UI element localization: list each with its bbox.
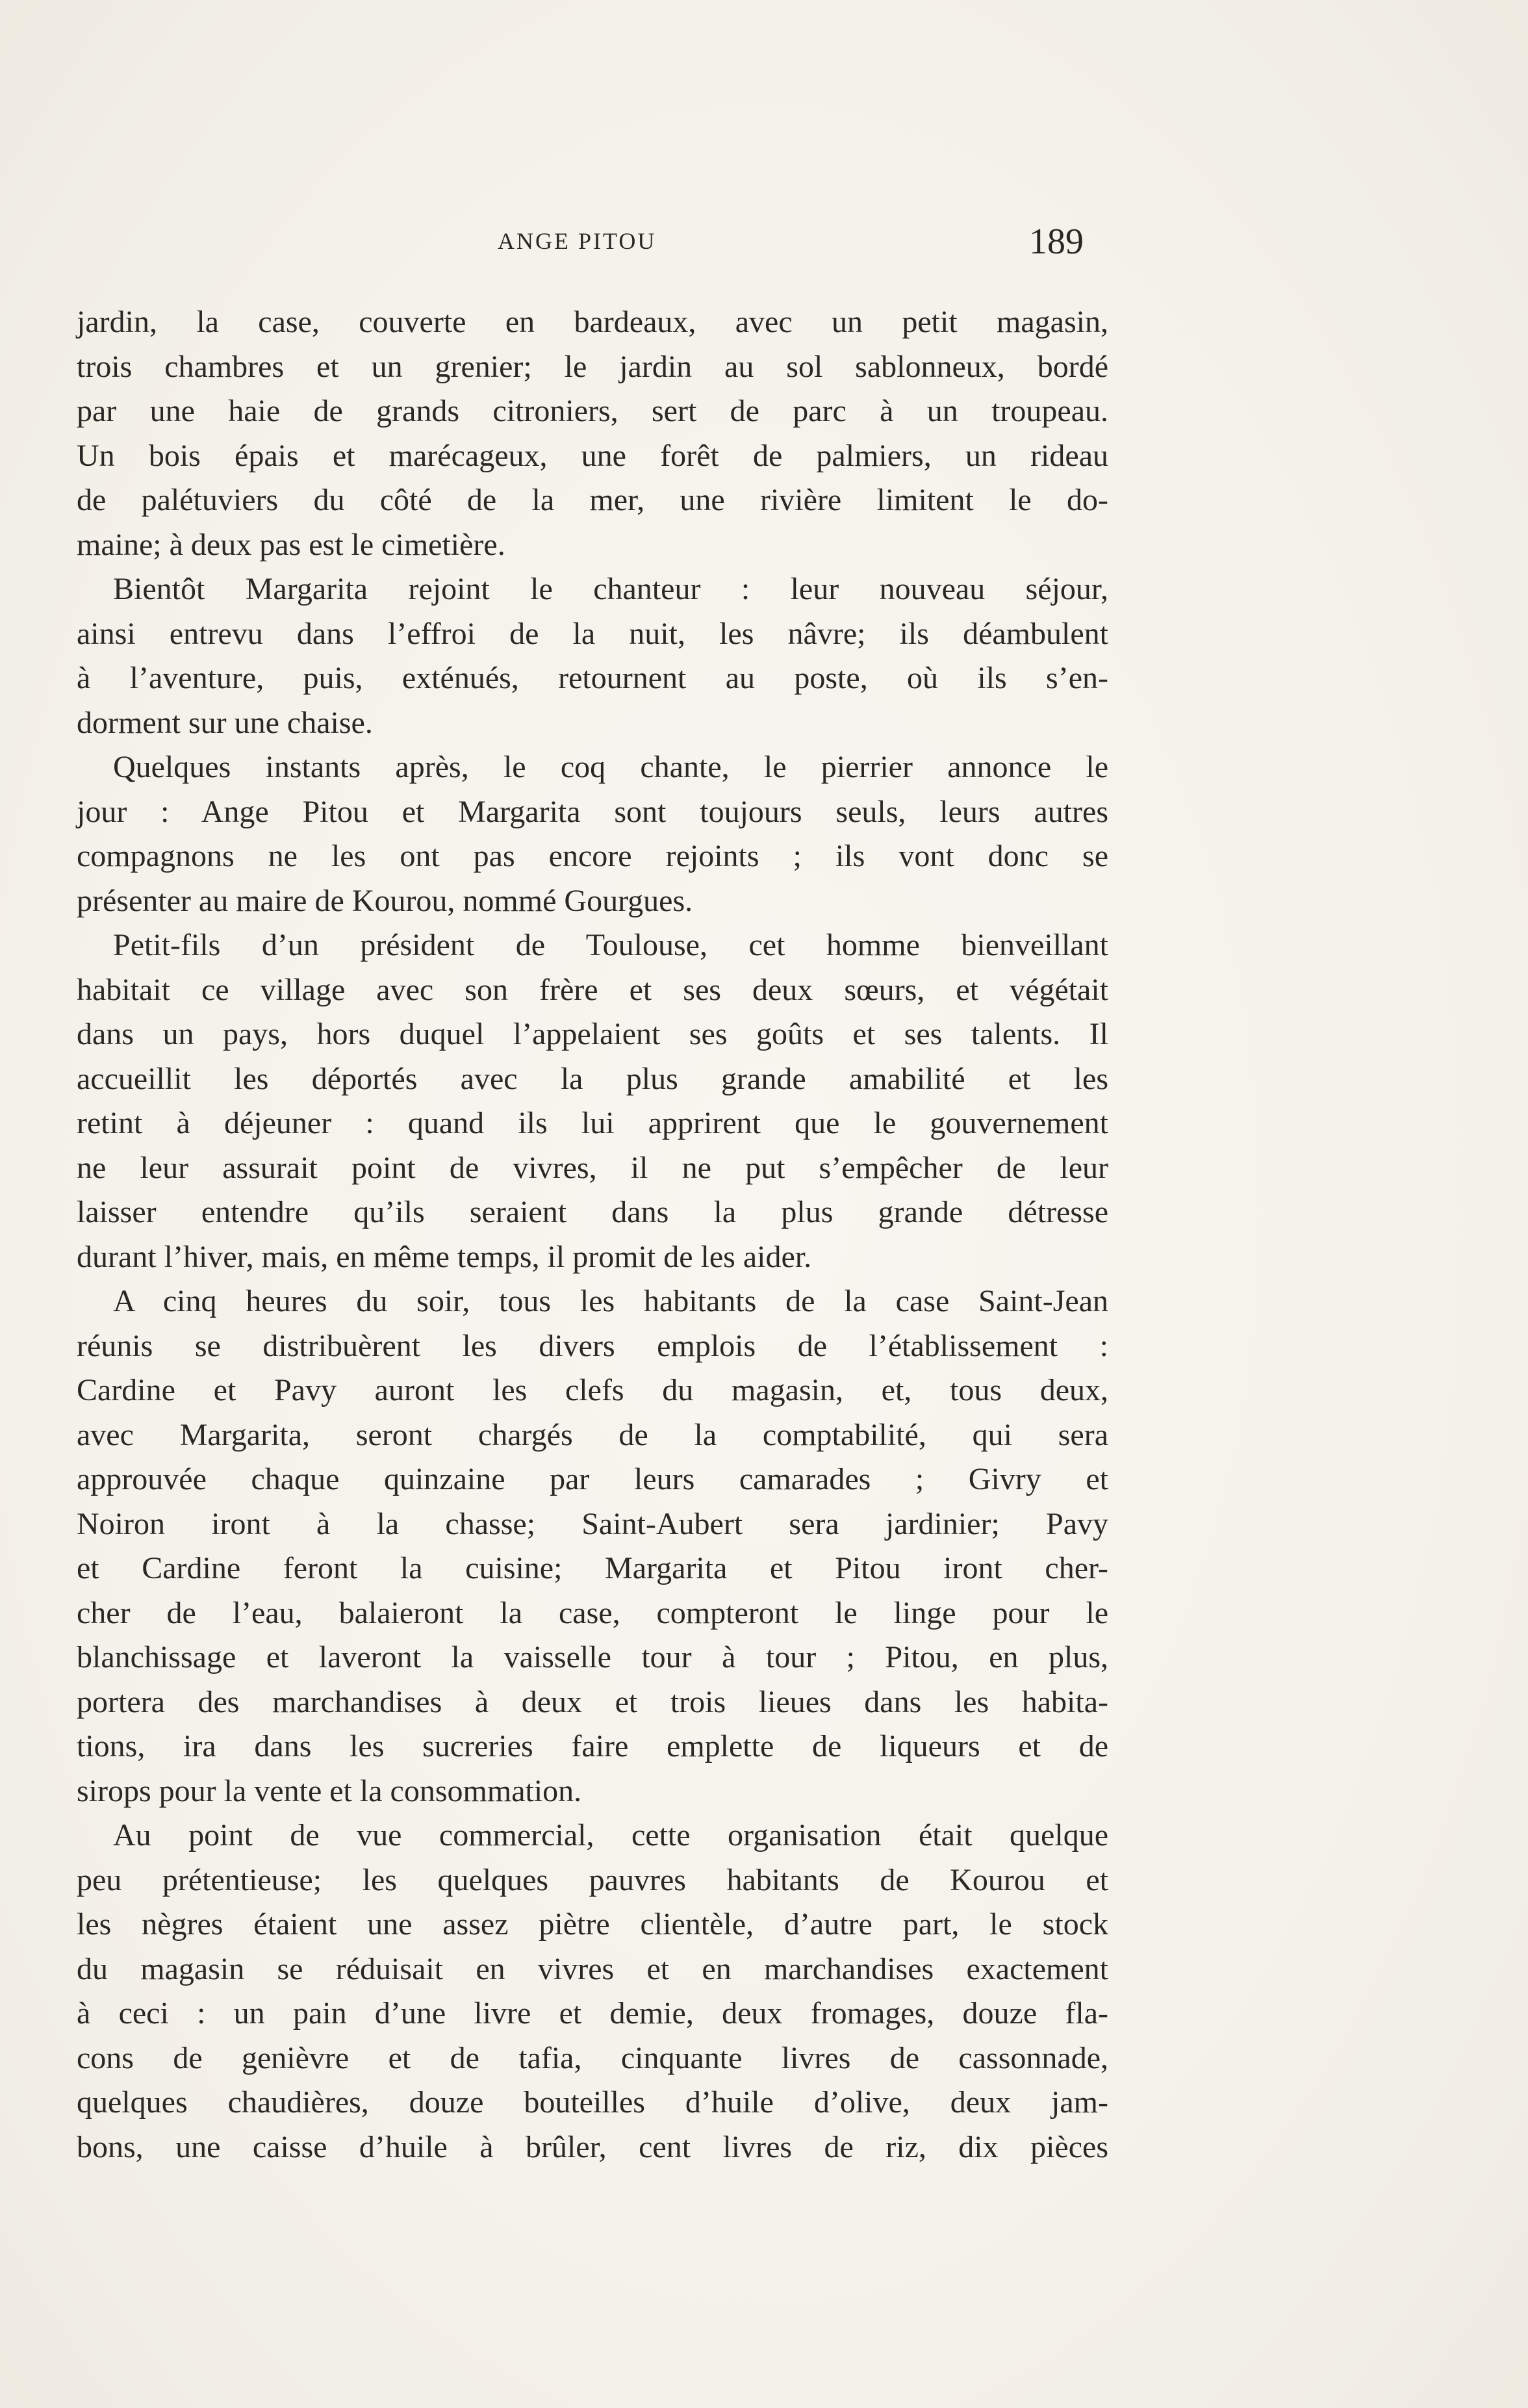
running-head xyxy=(78,221,1528,266)
text-line: et Cardine feront la cuisine; Margarita et Pitou iront cher- xyxy=(77,1551,1108,1585)
text-line: bons, une caisse d’huile à brûler, cent livres de riz, dix pièces xyxy=(77,2129,1108,2164)
text-line: blanchissage et laveront la vaisselle tour à tour ; Pitou, en plus, xyxy=(77,1640,1108,1674)
running-title: ANGE PITOU xyxy=(498,228,657,254)
text-line: peu prétentieuse; les quelques pauvres habitants de Kourou et xyxy=(77,1862,1108,1897)
text-line: accueillit les déportés avec la plus grande amabilité et les xyxy=(77,1061,1108,1096)
page-number: 189 xyxy=(1029,222,1084,262)
text-line: durant l’hiver, mais, en même temps, il promit de les aider. xyxy=(77,1239,812,1274)
text-line: dorment sur une chaise. xyxy=(77,705,373,740)
text-line: sirops pour la vente et la consommation. xyxy=(77,1773,582,1808)
text-line: présenter au maire de Kourou, nommé Gourgues. xyxy=(77,883,693,918)
text-line: tions, ira dans les sucreries faire emplette de liqueurs et de xyxy=(77,1729,1108,1763)
text-line: du magasin se réduisait en vivres et en marchandises exactement xyxy=(77,1951,1108,1986)
text-line: maine; à deux pas est le cimetière. xyxy=(77,527,505,562)
text-line: Noiron iront à la chasse; Saint-Aubert sera jardinier; Pavy xyxy=(77,1506,1108,1541)
text-line: portera des marchandises à deux et trois lieues dans les habita- xyxy=(77,1684,1108,1719)
text-line: Au point de vue commercial, cette organisation était quelque xyxy=(113,1818,1108,1852)
text-line: réunis se distribuèrent les divers emplois de l’établissement : xyxy=(77,1328,1108,1363)
text-line: à ceci : un pain d’une livre et demie, deux fromages, douze fla- xyxy=(77,1996,1108,2030)
text-line: quelques chaudières, douze bouteilles d’huile d’olive, deux jam- xyxy=(77,2085,1108,2120)
text-line: approuvée chaque quinzaine par leurs camarades ; Givry et xyxy=(77,1462,1108,1496)
text-line: cher de l’eau, balaieront la case, compteront le linge pour le xyxy=(77,1595,1108,1630)
text-line: par une haie de grands citroniers, sert de parc à un troupeau. xyxy=(77,394,1108,428)
text-line: avec Margarita, seront chargés de la comptabilité, qui sera xyxy=(77,1417,1108,1452)
text-line: jour : Ange Pitou et Margarita sont toujours seuls, leurs autres xyxy=(77,794,1108,829)
text-line: à l’aventure, puis, exténués, retournent au poste, où ils s’en- xyxy=(77,661,1108,695)
text-line: retint à déjeuner : quand ils lui apprirent que le gouvernement xyxy=(77,1106,1108,1140)
text-line: Petit-fils d’un président de Toulouse, cet homme bienveillant xyxy=(113,928,1108,962)
text-line: cons de genièvre et de tafia, cinquante livres de cassonnade, xyxy=(77,2040,1108,2075)
text-line: ne leur assurait point de vivres, il ne put s’empêcher de leur xyxy=(77,1150,1108,1185)
text-line: dans un pays, hors duquel l’appelaient ses goûts et ses talents. Il xyxy=(77,1017,1108,1051)
text-line: trois chambres et un grenier; le jardin au sol sablonneux, bordé xyxy=(77,349,1108,384)
text-line: laisser entendre qu’ils seraient dans la plus grande détresse xyxy=(77,1195,1108,1229)
text-line: Quelques instants après, le coq chante, le pierrier annonce le xyxy=(113,750,1108,784)
text-line: les nègres étaient une assez piètre clientèle, d’autre part, le stock xyxy=(77,1907,1108,1941)
text-line: compagnons ne les ont pas encore rejoints ; ils vont donc se xyxy=(77,839,1108,873)
text-line: Cardine et Pavy auront les clefs du magasin, et, tous deux, xyxy=(77,1373,1108,1407)
text-line: de palétuviers du côté de la mer, une rivière limitent le do- xyxy=(77,483,1108,517)
text-line: jardin, la case, couverte en bardeaux, avec un petit magasin, xyxy=(77,305,1108,339)
body-text xyxy=(77,300,1108,2170)
text-line: A cinq heures du soir, tous les habitants de la case Saint-Jean xyxy=(113,1284,1108,1318)
text-line: Bientôt Margarita rejoint le chanteur : leur nouveau séjour, xyxy=(113,572,1108,606)
text-line: ainsi entrevu dans l’effroi de la nuit, les nâvre; ils déambulent xyxy=(77,616,1108,651)
text-line: Un bois épais et marécageux, une forêt de palmiers, un rideau xyxy=(77,438,1108,473)
text-line: habitait ce village avec son frère et ses deux sœurs, et végétait xyxy=(77,972,1108,1007)
